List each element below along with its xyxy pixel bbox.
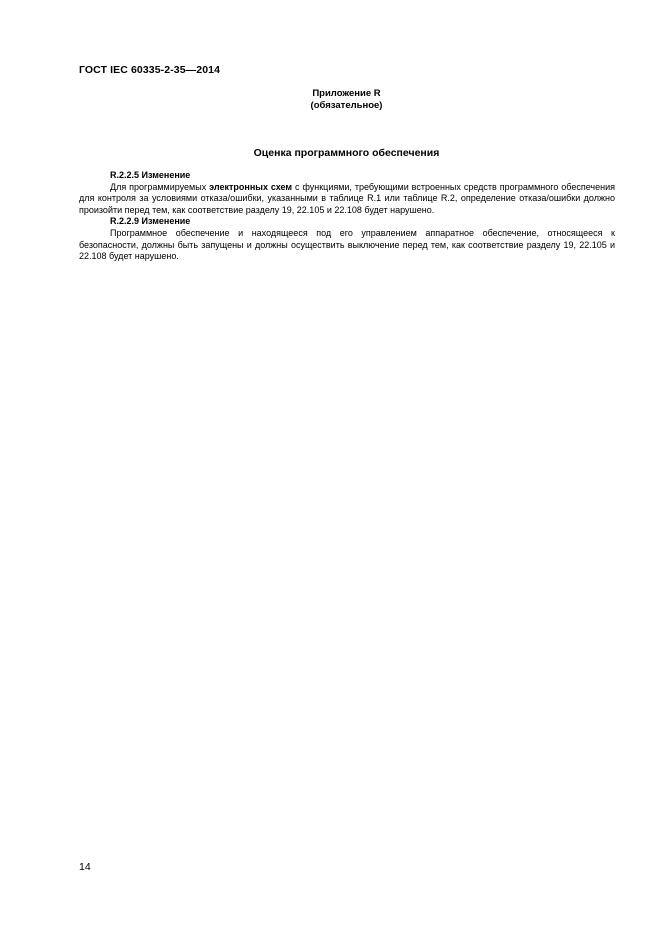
document-body [79, 170, 615, 263]
clause-text-r229: Программное обеспечение и находящееся под его управлением аппаратное обеспечение, относящееся к безопасности, должны быть запущены и должны осуществить выключение перед тем, как соответствие разделу 19, 22.105 и 22.108 будет нарушено. [79, 227, 615, 262]
clause-text-r225 [79, 182, 615, 217]
section-title-text: Оценка программного обеспечения [253, 147, 440, 159]
clause-text-r225-end: с функциями, требующими встроенных средств программного обеспечения для контроля за условиями отказа/ошибки, указанными в таблице R.1 или таблице R.2, определение отказа/ошибки должно произойти перед тем, как соответствие разделу 19, 22.105 и 22.108 будет нарушено. [79, 181, 615, 215]
standard-code-header: ГОСТ IEC 60335-2-35—2014 [79, 64, 221, 76]
appendix-title: Приложение R [312, 88, 381, 99]
section-title [0, 147, 661, 159]
page-number: 14 [79, 861, 91, 873]
clause-text-r225-emphasis: электронных схем [209, 181, 293, 192]
clause-heading-r229: R.2.2.9 Изменение [110, 216, 191, 227]
clause-heading-r225: R.2.2.5 Изменение [110, 170, 191, 180]
appendix-status: (обязательное) [310, 100, 383, 111]
clause-text-r225-start: Для программируемых [110, 181, 210, 192]
appendix-heading [0, 88, 661, 112]
